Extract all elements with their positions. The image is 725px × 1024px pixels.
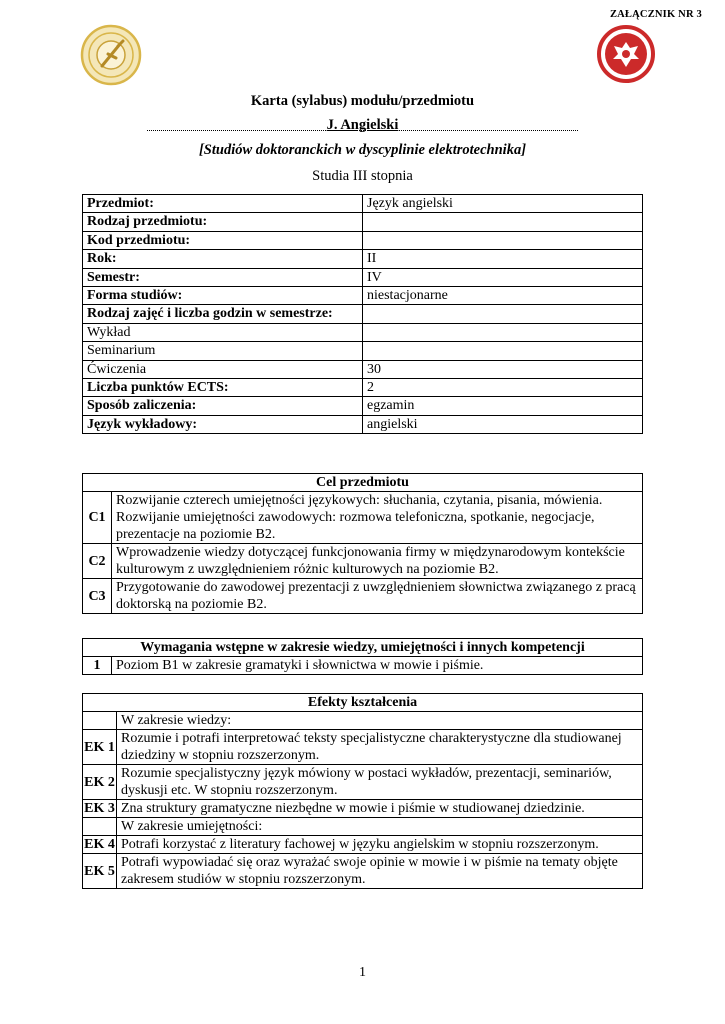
- objective-row: [83, 544, 643, 579]
- course-info-row: [83, 360, 643, 378]
- course-info-value: 30: [363, 360, 643, 378]
- course-info-value: II: [363, 250, 643, 268]
- prerequisite-row: [83, 657, 643, 675]
- course-info-value: egzamin: [363, 397, 643, 415]
- objective-code: C2: [83, 544, 112, 579]
- annex-label: ZAŁĄCZNIK NR 3: [609, 9, 702, 20]
- prerequisites-header-row: [83, 639, 643, 657]
- course-info-value: Język angielski: [363, 195, 643, 213]
- course-info-value: 2: [363, 378, 643, 396]
- outcomes-table: [82, 693, 643, 889]
- outcome-text: Rozumie i potrafi interpretować teksty specjalistyczne charakterystyczne dla studiowanej dziedziny w stopniu rozszerzonym.: [117, 730, 643, 765]
- course-info-row: [83, 397, 643, 415]
- course-info-row: [83, 231, 643, 249]
- course-info-label: Język wykładowy:: [83, 415, 363, 433]
- course-info-label: Rodzaj przedmiotu:: [83, 213, 363, 231]
- course-info-value: IV: [363, 268, 643, 286]
- course-info-row: [83, 305, 643, 323]
- study-level: Studia III stopnia: [312, 168, 413, 184]
- outcome-row: [83, 712, 643, 730]
- outcome-row: [83, 730, 643, 765]
- outcome-row: [83, 800, 643, 818]
- course-info-label: Kod przedmiotu:: [83, 231, 363, 249]
- outcome-row: [83, 836, 643, 854]
- page-number: 1: [359, 965, 366, 980]
- document-title: Karta (sylabus) modułu/przedmiotu: [250, 93, 475, 109]
- course-info-row: [83, 342, 643, 360]
- outcome-row: [83, 818, 643, 836]
- course-info-label: Sposób zaliczenia:: [83, 397, 363, 415]
- course-info-label: Wykład: [83, 323, 363, 341]
- objective-code: C1: [83, 492, 112, 544]
- course-info-label: Rok:: [83, 250, 363, 268]
- outcome-text: W zakresie umiejętności:: [117, 818, 643, 836]
- prerequisites-header: Wymagania wstępne w zakresie wiedzy, umiejętności i innych kompetencji: [83, 639, 643, 657]
- outcomes-header-row: [83, 694, 643, 712]
- outcome-code: EK 2: [83, 765, 117, 800]
- course-info-value: niestacjonarne: [363, 286, 643, 304]
- course-info-value: [363, 213, 643, 231]
- objectives-header-row: [83, 474, 643, 492]
- outcome-text: Potrafi korzystać z literatury fachowej w języku angielskim w stopniu rozszerzonym.: [117, 836, 643, 854]
- course-info-label: Seminarium: [83, 342, 363, 360]
- outcome-text: W zakresie wiedzy:: [117, 712, 643, 730]
- objective-row: [83, 579, 643, 614]
- prerequisites-table: [82, 638, 643, 675]
- outcome-code: [83, 818, 117, 836]
- course-info-label: Ćwiczenia: [83, 360, 363, 378]
- objective-text: Przygotowanie do zawodowej prezentacji z uwzględnieniem słownictwa związanego z pracą doktorską na poziomie B2.: [112, 579, 643, 614]
- outcome-code: [83, 712, 117, 730]
- eagle-emblem-logo: [597, 25, 655, 83]
- course-info-row: [83, 323, 643, 341]
- course-info-row: [83, 195, 643, 213]
- objective-text: Wprowadzenie wiedzy dotyczącej funkcjonowania firmy w międzynarodowym kontekście kulturowym z uwzględnieniem różnic kulturowych na poziomie B2.: [112, 544, 643, 579]
- course-info-value: [363, 305, 643, 323]
- outcome-code: EK 4: [84, 837, 115, 852]
- outcome-text: Rozumie specjalistyczny język mówiony w postaci wykładów, prezentacji, seminariów, dyskusji etc. W stopniu rozszerzonym.: [117, 765, 643, 800]
- program-name: [Studiów doktoranckich w dyscyplinie elektrotechnika]: [198, 142, 527, 158]
- course-info-row: [83, 286, 643, 304]
- objective-code: C3: [83, 579, 112, 614]
- objective-row: [83, 492, 643, 544]
- course-info-row: [83, 213, 643, 231]
- course-info-label: Rodzaj zajęć i liczba godzin w semestrze:: [83, 305, 363, 323]
- objective-text: Rozwijanie czterech umiejętności językowych: słuchania, czytania, pisania, mówienia. Rozwijanie umiejętności zawodowych: rozmowa telefoniczna, spotkanie, negocjacje, prezentacje na poziomie B2.: [112, 492, 643, 544]
- course-info-row: [83, 415, 643, 433]
- course-info-value: [363, 231, 643, 249]
- outcome-code: EK 1: [83, 730, 117, 765]
- subject-name: J. Angielski: [326, 117, 399, 133]
- course-info-row: [83, 378, 643, 396]
- prerequisite-text: Poziom B1 w zakresie gramatyki i słownictwa w mowie i piśmie.: [112, 657, 643, 675]
- objectives-header: Cel przedmiotu: [83, 474, 643, 492]
- course-info-row: [83, 268, 643, 286]
- course-info-label: Forma studiów:: [83, 286, 363, 304]
- course-info-label: Liczba punktów ECTS:: [83, 378, 363, 396]
- outcome-row: [83, 765, 643, 800]
- course-info-value: [363, 323, 643, 341]
- outcome-code: EK 5: [83, 854, 117, 889]
- course-info-row: [83, 250, 643, 268]
- course-info-label: Semestr:: [83, 268, 363, 286]
- outcome-text: Zna struktury gramatyczne niezbędne w mowie i piśmie w studiowanej dziedzinie.: [117, 800, 643, 818]
- outcome-code: EK 3: [84, 801, 115, 816]
- course-info-label: Przedmiot:: [83, 195, 363, 213]
- outcomes-header: Efekty kształcenia: [83, 694, 643, 712]
- outcome-row: [83, 854, 643, 889]
- objectives-table: [82, 473, 643, 614]
- subject-name-line: [0, 116, 725, 134]
- course-info-table: [82, 194, 643, 434]
- course-info-value: angielski: [363, 415, 643, 433]
- outcome-text: Potrafi wypowiadać się oraz wyrażać swoje opinie w mowie i w piśmie na tematy objęte zakresem studiów w stopniu rozszerzonym.: [117, 854, 643, 889]
- course-info-value: [363, 342, 643, 360]
- university-emblem-logo: [80, 24, 142, 86]
- prerequisite-number: 1: [83, 657, 112, 675]
